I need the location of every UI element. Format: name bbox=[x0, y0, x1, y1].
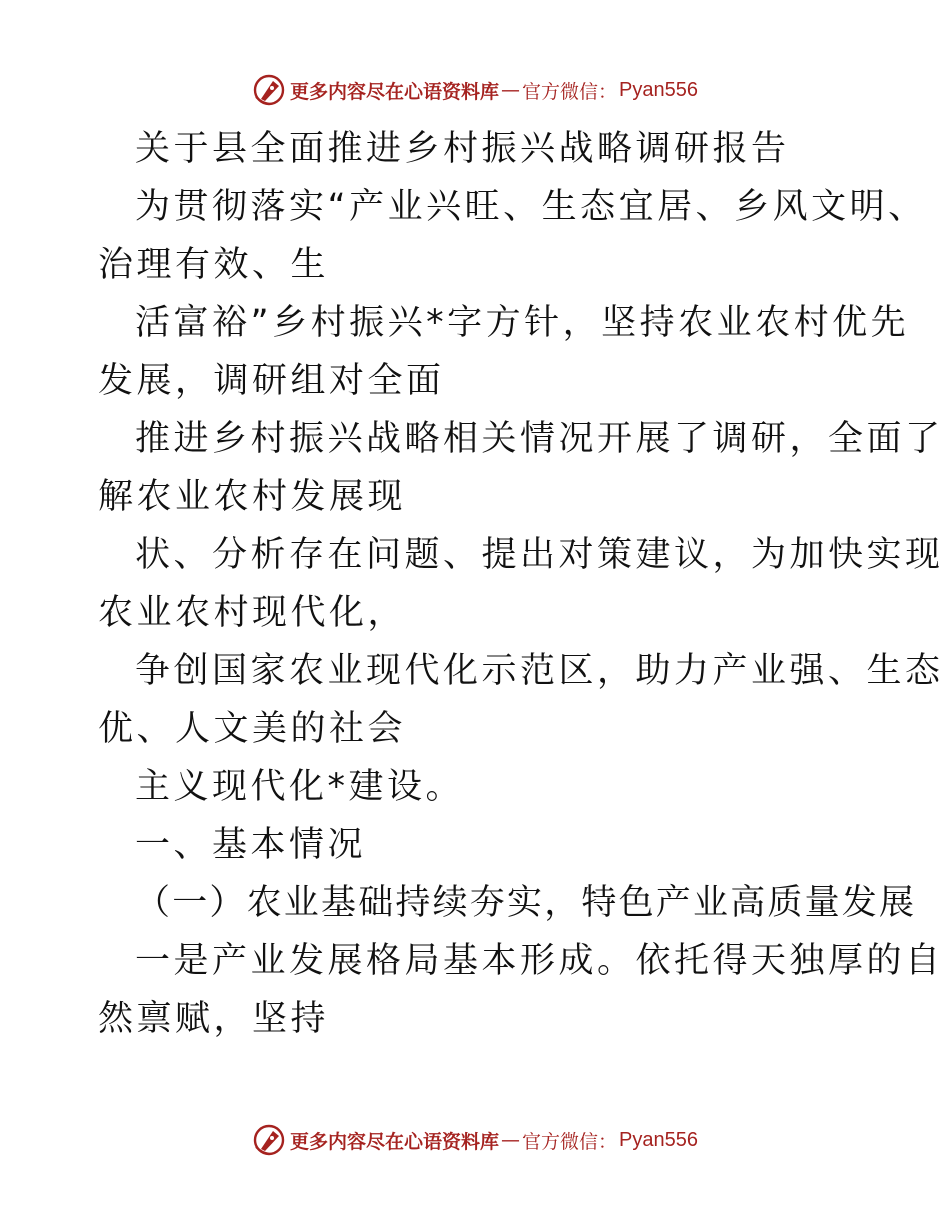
paragraph-line: 治理有效、生 bbox=[98, 245, 330, 285]
pen-nib-circle-icon bbox=[252, 1123, 286, 1157]
header-dash: — bbox=[501, 79, 521, 101]
header-wechat-id: Pyan556 bbox=[619, 78, 698, 101]
paragraph-line: 然禀赋，坚持 bbox=[98, 999, 330, 1039]
paragraph-line: 推进乡村振兴战略相关情况开展了调研，全面了 bbox=[135, 419, 944, 459]
paragraph-line: 解农业农村发展现 bbox=[98, 477, 407, 517]
document-body bbox=[98, 120, 944, 1048]
header-banner bbox=[0, 70, 950, 110]
paragraph-line: 一是产业发展格局基本形成。依托得天独厚的自 bbox=[135, 941, 944, 981]
header-site-text: 更多内容尽在心语资料库 bbox=[290, 80, 500, 103]
paragraph-line: 争创国家农业现代化示范区，助力产业强、生态 bbox=[135, 651, 944, 691]
document-title: 关于县全面推进乡村振兴战略调研报告 bbox=[135, 129, 790, 169]
paragraph-line: 活富裕”乡村振兴*字方针，坚持农业农村优先 bbox=[135, 303, 910, 343]
footer-banner bbox=[0, 1120, 950, 1160]
header-wechat-label: 官方微信： bbox=[522, 80, 618, 103]
subsection-heading: （一）农业基础持续夯实，特色产业高质量发展 bbox=[135, 883, 917, 923]
paragraph-line: 为贯彻落实“产业兴旺、生态宜居、乡风文明、 bbox=[135, 187, 927, 227]
paragraph-line: 状、分析存在问题、提出对策建议，为加快实现 bbox=[135, 535, 944, 575]
paragraph-line: 优、人文美的社会 bbox=[98, 709, 407, 749]
pen-nib-circle-icon bbox=[252, 73, 286, 107]
footer-wechat-label: 官方微信： bbox=[522, 1130, 618, 1153]
section-heading: 一、基本情况 bbox=[135, 825, 367, 865]
paragraph-line: 农业农村现代化， bbox=[98, 593, 407, 633]
footer-dash: — bbox=[501, 1129, 521, 1151]
paragraph-line: 主义现代化*建设。 bbox=[135, 767, 465, 807]
footer-wechat-id: Pyan556 bbox=[619, 1128, 698, 1151]
paragraph-line: 发展，调研组对全面 bbox=[98, 361, 445, 401]
footer-site-text: 更多内容尽在心语资料库 bbox=[290, 1130, 500, 1153]
